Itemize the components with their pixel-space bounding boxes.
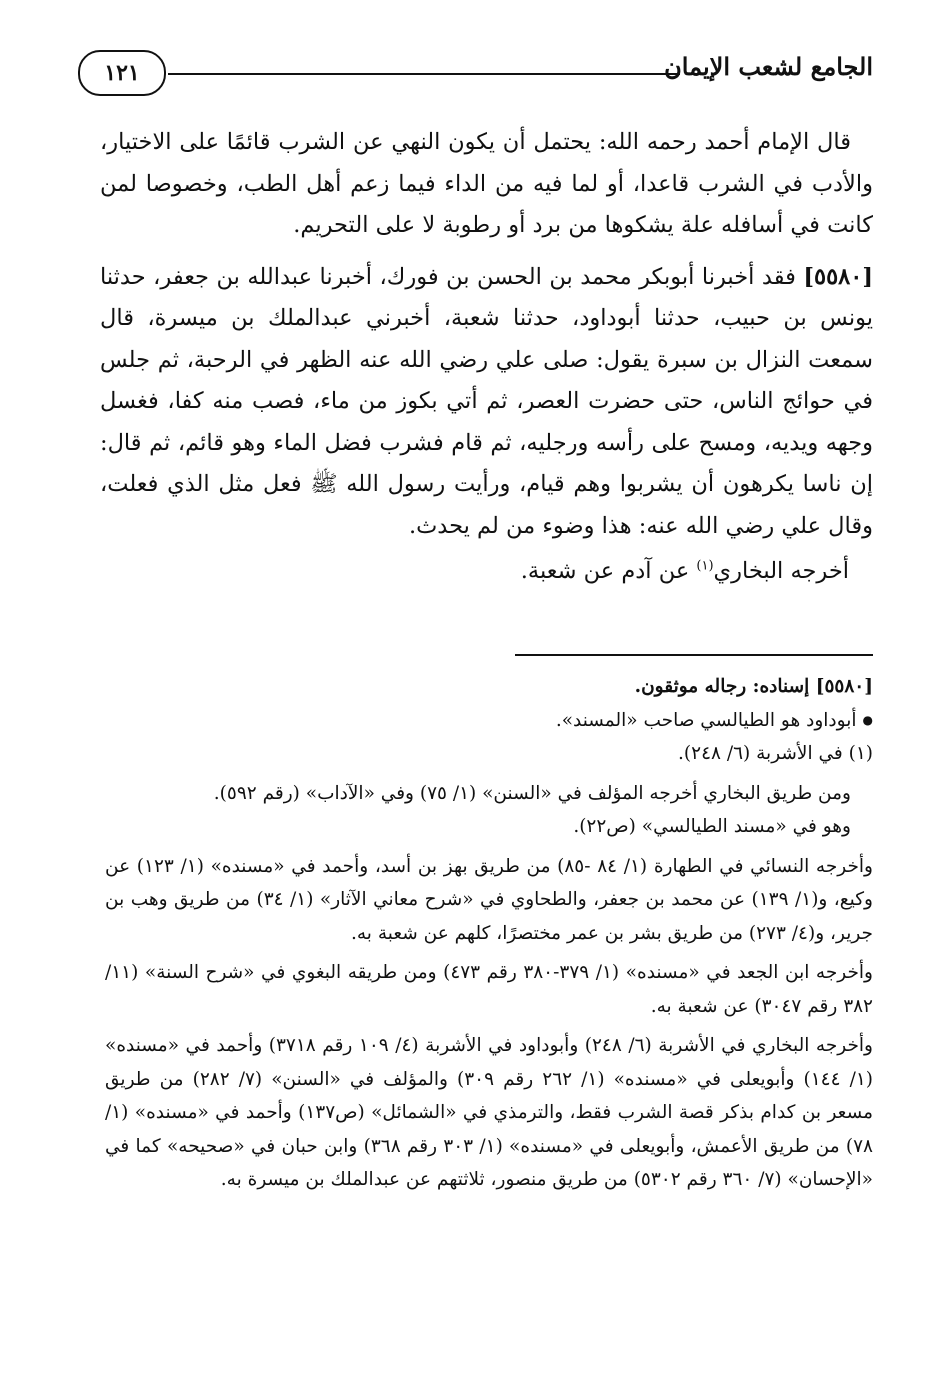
commentary-paragraph: قال الإمام أحمد رحمه الله: يحتمل أن يكون النهي عن الشرب قائمًا على الاختيار، والأدب في الشرب قاعدا، أو لما فيه من الداء فيما زعم أهل الطب، وخصوصا لمن كانت في أسافله علة يشكوها من برد أو رطوبة لا على التحريم.	[100, 129, 873, 238]
footnote-separator	[515, 654, 873, 656]
attribution-before: أخرجه البخاري	[713, 558, 849, 584]
footnote-marker: (١)	[696, 558, 714, 574]
running-title: الجامع لشعب الإيمان	[664, 52, 873, 81]
footnotes	[105, 670, 873, 1197]
footnote-paragraph: وأخرجه البخاري في الأشربة (٦/ ٢٤٨) وأبوداود في الأشربة (٤/ ١٠٩ رقم ٣٧١٨) وأحمد في «مسنده» (١/ ١٤٤) وأبويعلى في «مسنده» (١/ ٢٦٢ رقم ٣٠٩) والمؤلف في «السنن» (٧/ ٢٨٢) من طريق مسعر بن كدام بذكر قصة الشرب فقط، والترمذي في «الشمائل» (ص١٣٧) وأحمد في «مسنده» (١/ ٧٨) من طريق الأعمش، وأبويعلى في «مسنده» (١/ ٣٠٣ رقم ٣٦٨) وابن حبان في «صحيحه» كما في «الإحسان» (٧/ ٣٦٠ رقم ٥٣٠٢) من طريق منصور، ثلاثتهم عن عبدالملك بن ميسرة به.	[105, 1035, 874, 1191]
attribution-line	[100, 551, 873, 593]
main-text	[100, 122, 873, 593]
footnote-paragraph: وأخرجه النسائي في الطهارة (١/ ٨٤ -٨٥) من طريق بهز بن أسد، وأحمد في «مسنده» (١/ ١٢٣) عن وكيع، و(١/ ١٣٩) عن محمد بن جعفر، والطحاوي في «شرح معاني الآثار» (١/ ٣٤) من طريق وهب بن جرير، و(٤/ ٢٧٣) من طريق بشر بن عمر مختصرًا، كلهم عن شعبة به.	[105, 855, 873, 944]
footnote-head-text: إسناده: رجاله موثقون.	[634, 676, 810, 697]
footnote-head	[105, 670, 873, 704]
footnote-1: (١) في الأشربة (٦/ ٢٤٨).	[678, 743, 873, 765]
footnote-ref: [٥٥٨٠]	[815, 676, 873, 697]
footnote-bullet: ● أبوداود هو الطيالسي صاحب «المسند».	[105, 704, 873, 738]
footnote-paragraph: وهو في «مسند الطيالسي» (ص٢٢).	[573, 816, 851, 838]
attribution-after: عن آدم عن شعبة.	[520, 558, 690, 584]
hadith-number: [٥٥٨٠]	[803, 263, 873, 290]
hadith-text: فقد أخبرنا أبوبكر محمد بن الحسن بن فورك، أخبرنا عبدالله بن جعفر، حدثنا يونس بن حبيب، حدثنا أبوداود، حدثنا شعبة، أخبرني عبدالملك بن ميسرة، قال سمعت النزال بن سبرة يقول: صلى علي رضي الله عنه الظهر في الرحبة، ثم جلس في حوائج الناس، حتى حضرت العصر، ثم أتي بكوز من ماء، فصب منه كفا، فغسل وجهه ويديه، ومسح على رأسه ورجليه، ثم قام فشرب فضل الماء وهو قائم، ثم قال: إن ناسا يكرهون أن يشربوا وهم قيام، ورأيت رسول الله ﷺ فعل مثل الذي فعلت، وقال علي رضي الله عنه: هذا وضوء من لم يحدث.	[100, 263, 873, 539]
page-number: ١٢١	[104, 60, 140, 86]
header-rule	[168, 73, 680, 75]
hadith-paragraph	[100, 257, 873, 548]
footnote-paragraph: وأخرجه ابن الجعد في «مسنده» (١/ ٣٧٩-٣٨٠ رقم ٤٧٣) ومن طريقه البغوي في «شرح السنة» (١١/ ٣٨٢ رقم ٣٠٤٧) عن شعبة به.	[105, 962, 873, 1017]
footnote-paragraph: ومن طريق البخاري أخرجه المؤلف في «السنن» (١/ ٧٥) وفي «الآداب» (رقم ٥٩٢).	[213, 782, 851, 804]
page-number-badge	[78, 50, 166, 96]
